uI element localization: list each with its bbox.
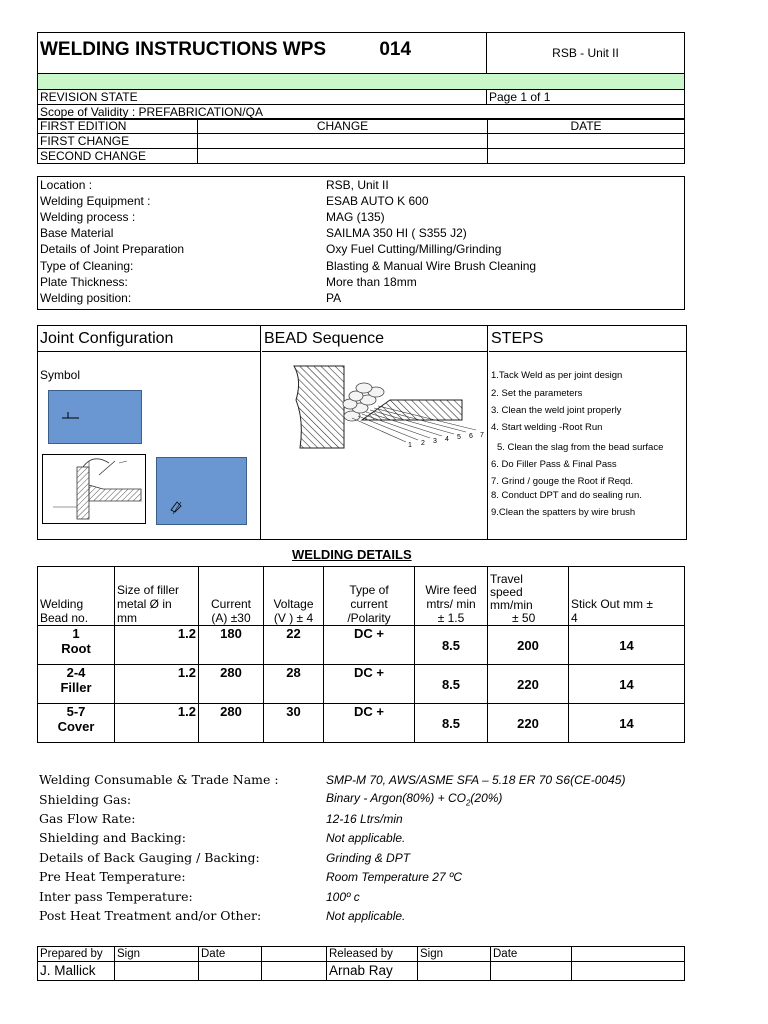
preparer-name: J. Mallick <box>38 962 115 981</box>
bead-sequence-title: BEAD Sequence <box>262 326 488 352</box>
edition-table <box>37 118 685 164</box>
signature-table <box>37 946 685 981</box>
bead-number: 1 <box>408 442 412 449</box>
document-title: WELDING INSTRUCTIONS WPS <box>40 39 327 60</box>
symbol-label: Symbol <box>40 368 81 382</box>
change-header: CHANGE <box>198 119 488 134</box>
step-item: 5. Clean the slag from the bead surface <box>497 442 664 453</box>
steps-title: STEPS <box>489 326 686 352</box>
first-change: FIRST CHANGE <box>38 134 198 149</box>
consumable-label: Post Heat Treatment and/or Other: <box>39 908 262 923</box>
joint-sketch <box>42 454 146 524</box>
info-label: Location : <box>40 178 93 192</box>
page-indicator: Page 1 of 1 <box>487 90 685 105</box>
unit-cell: RSB - Unit II <box>487 33 685 74</box>
consumable-label: Inter pass Temperature: <box>39 889 193 904</box>
sign-label: Sign <box>115 947 199 962</box>
table-row: 1 Root 1.2 180 22 DC + 8.5 200 14 <box>38 626 685 665</box>
bead-number: 3 <box>433 438 437 445</box>
bead-sequence-drawing <box>286 360 476 460</box>
info-value: SAILMA 350 HI ( S355 J2) <box>326 226 467 240</box>
info-label: Welding Equipment : <box>40 194 151 208</box>
info-label: Welding process : <box>40 210 136 224</box>
scope-of-validity: Scope of Validity : PREFABRICATION/QA <box>38 105 685 120</box>
info-label: Type of Cleaning: <box>40 259 134 273</box>
header-travel: Travel speed mm/min ± 50 <box>488 567 569 626</box>
sign-label: Sign <box>418 947 491 962</box>
info-value: PA <box>326 291 342 305</box>
info-value: ESAB AUTO K 600 <box>326 194 429 208</box>
green-band <box>38 74 685 90</box>
info-label: Welding position: <box>40 291 132 305</box>
consumable-label: Pre Heat Temperature: <box>39 869 186 884</box>
consumable-label: Welding Consumable & Trade Name : <box>39 772 279 787</box>
step-item: 3. Clean the weld joint properly <box>491 405 622 416</box>
info-value: Blasting & Manual Wire Brush Cleaning <box>326 259 537 273</box>
consumable-label: Gas Flow Rate: <box>39 811 136 826</box>
revision-state: REVISION STATE <box>38 90 487 105</box>
weld-symbol-box <box>48 390 142 444</box>
consumable-label: Details of Back Gauging / Backing: <box>39 850 260 865</box>
step-item: 7. Grind / gouge the Root if Reqd. <box>491 476 634 487</box>
bead-number: 5 <box>457 434 461 441</box>
consumable-label: Shielding and Backing: <box>39 830 186 845</box>
releaser-name: Arnab Ray <box>327 962 418 981</box>
weld-symbol-icon <box>49 391 141 443</box>
date-label: Date <box>199 947 262 962</box>
date-header: DATE <box>488 119 685 134</box>
consumable-value: Not applicable. <box>326 831 406 845</box>
step-item: 4. Start welding -Root Run <box>491 422 603 433</box>
wps-number: 014 <box>379 39 412 60</box>
welding-details-title: WELDING DETAILS <box>292 547 412 562</box>
consumable-value: 100º c <box>326 890 360 904</box>
released-by-label: Released by <box>327 947 418 962</box>
joint-section <box>37 325 687 540</box>
info-label: Plate Thickness: <box>40 275 128 289</box>
step-item: 6. Do Filler Pass & Final Pass <box>491 459 617 470</box>
date-label: Date <box>491 947 572 962</box>
consumable-value: Not applicable. <box>326 909 406 923</box>
consumable-label: Shielding Gas: <box>39 792 132 807</box>
bead-number: 7 <box>480 432 484 439</box>
fillet-symbol-box <box>156 457 247 525</box>
step-item: 8. Conduct DPT and do sealing run. <box>491 490 642 501</box>
info-box <box>37 176 685 310</box>
bead-number: 2 <box>421 440 425 447</box>
consumable-value: Binary - Argon(80%) + $CO_2(20\%)$ <box>326 791 503 808</box>
header-voltage: Voltage (V ) ± 4 <box>264 567 324 626</box>
first-edition: FIRST EDITION <box>38 119 198 134</box>
joint-preparation-drawing <box>43 455 145 523</box>
prepared-by-label: Prepared by <box>38 947 115 962</box>
table-row: 2-4 Filler 1.2 280 28 DC + 8.5 220 14 <box>38 665 685 704</box>
info-label: Details of Joint Preparation <box>40 242 185 256</box>
info-value: RSB, Unit II <box>326 178 389 192</box>
welding-details-table <box>37 566 685 743</box>
header-table <box>37 32 685 120</box>
consumable-value: 12-16 Ltrs/min <box>326 812 403 826</box>
info-value: Oxy Fuel Cutting/Milling/Grinding <box>326 242 502 256</box>
steps-list <box>489 326 685 539</box>
bead-number: 6 <box>469 433 473 440</box>
consumable-value: SMP-M 70, AWS/ASME SFA – 5.18 ER 70 S6(CE-0045) <box>326 773 626 787</box>
step-item: 2. Set the parameters <box>491 388 583 399</box>
joint-config-title: Joint Configuration <box>38 326 260 352</box>
table-row: 5-7 Cover 1.2 280 30 DC + 8.5 220 14 <box>38 704 685 743</box>
bead-number: 4 <box>445 436 449 443</box>
second-change: SECOND CHANGE <box>38 149 198 164</box>
consumable-value: Room Temperature 27 ºC <box>326 870 463 884</box>
info-value: More than 18mm <box>326 275 417 289</box>
info-label: Base Material <box>40 226 114 240</box>
header-current: Current (A) ±30 <box>199 567 264 626</box>
consumable-value: Grinding & DPT <box>326 851 411 865</box>
step-item: 9.Clean the spatters by wire brush <box>491 507 636 518</box>
header-wire-feed: Wire feed mtrs/ min ± 1.5 <box>415 567 488 626</box>
step-item: 1.Tack Weld as per joint design <box>491 370 623 381</box>
header-bead: Welding Bead no. <box>38 567 115 626</box>
info-value: MAG (135) <box>326 210 385 224</box>
header-filler: Size of filler metal Ø in mm <box>115 567 199 626</box>
header-type: Type of current /Polarity <box>324 567 415 626</box>
header-stick-out: Stick Out mm ± 4 <box>569 567 685 626</box>
title-cell <box>38 33 487 74</box>
fillet-symbol-icon <box>157 458 246 524</box>
